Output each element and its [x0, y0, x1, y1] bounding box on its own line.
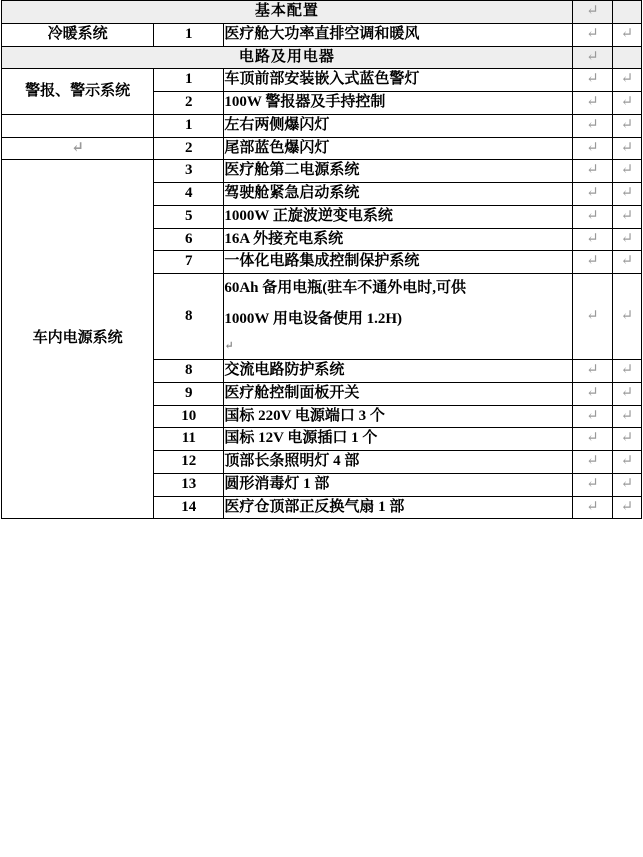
row-description: 医疗舱第二电源系统	[224, 160, 573, 183]
row-description: 尾部蓝色爆闪灯	[224, 137, 573, 160]
row-category: 车内电源系统	[2, 160, 154, 519]
row-trailing-mark: ↵	[612, 382, 641, 405]
row-mark: ↵	[572, 496, 612, 519]
row-trailing-mark: ↵	[612, 205, 641, 228]
row-number: 6	[154, 228, 224, 251]
row-mark: ↵	[572, 428, 612, 451]
row-mark: ↵	[572, 228, 612, 251]
section-header-mark: ↵	[572, 1, 612, 24]
row-number: 9	[154, 382, 224, 405]
row-trailing-mark: ↵	[612, 160, 641, 183]
row-trailing-mark: ↵	[612, 451, 641, 474]
row-category: 警报、警示系统	[2, 69, 154, 115]
row-description: 顶部长条照明灯 4 部	[224, 451, 573, 474]
table-row	[2, 23, 642, 46]
row-trailing-mark: ↵	[612, 496, 641, 519]
section-header-spacer	[612, 1, 641, 24]
row-description: 医疗舱控制面板开关	[224, 382, 573, 405]
row-description-line3: ↵	[224, 340, 234, 353]
table-row	[2, 114, 642, 137]
row-number: 1	[154, 23, 224, 46]
row-number: 2	[154, 92, 224, 115]
row-mark: ↵	[572, 251, 612, 274]
row-number: 1	[154, 69, 224, 92]
row-number: 11	[154, 428, 224, 451]
row-trailing-mark: ↵	[612, 228, 641, 251]
row-number: 14	[154, 496, 224, 519]
row-description: 100W 警报器及手持控制	[224, 92, 573, 115]
row-mark: ↵	[572, 23, 612, 46]
row-mark: ↵	[572, 92, 612, 115]
row-mark: ↵	[572, 183, 612, 206]
row-trailing-mark: ↵	[612, 428, 641, 451]
table-row	[2, 137, 642, 160]
specification-table	[1, 0, 642, 519]
row-category-mark: ↵	[2, 137, 154, 160]
row-number: 1	[154, 114, 224, 137]
row-number: 3	[154, 160, 224, 183]
section-header-title: 基本配置	[2, 1, 573, 24]
row-mark: ↵	[572, 69, 612, 92]
row-description: 1000W 正旋波逆变电系统	[224, 205, 573, 228]
row-number: 13	[154, 473, 224, 496]
row-category: 冷暖系统	[2, 23, 154, 46]
table-section-header-row	[2, 46, 642, 69]
section-header-spacer	[612, 46, 641, 69]
row-description: 国标 220V 电源端口 3 个	[224, 405, 573, 428]
row-mark: ↵	[572, 451, 612, 474]
row-number: 12	[154, 451, 224, 474]
row-trailing-mark: ↵	[612, 360, 641, 383]
row-mark: ↵	[572, 360, 612, 383]
row-description: 医疗仓顶部正反换气扇 1 部	[224, 496, 573, 519]
section-header-title: 电路及用电器	[2, 46, 573, 69]
row-number: 5	[154, 205, 224, 228]
row-mark: ↵	[572, 382, 612, 405]
row-category-empty	[2, 114, 154, 137]
row-mark: ↵	[572, 114, 612, 137]
row-description: 交流电路防护系统	[224, 360, 573, 383]
table-section-header-row	[2, 1, 642, 24]
row-number: 7	[154, 251, 224, 274]
row-mark: ↵	[572, 274, 612, 360]
row-trailing-mark: ↵	[612, 274, 641, 360]
row-description: 圆形消毒灯 1 部	[224, 473, 573, 496]
row-mark: ↵	[572, 137, 612, 160]
row-trailing-mark: ↵	[612, 23, 641, 46]
row-description: 16A 外接充电系统	[224, 228, 573, 251]
row-trailing-mark: ↵	[612, 473, 641, 496]
row-description: 左右两侧爆闪灯	[224, 114, 573, 137]
row-description: 车顶前部安装嵌入式蓝色警灯	[224, 69, 573, 92]
table-row	[2, 160, 642, 183]
row-trailing-mark: ↵	[612, 137, 641, 160]
row-trailing-mark: ↵	[612, 69, 641, 92]
row-number: 2	[154, 137, 224, 160]
row-mark: ↵	[572, 405, 612, 428]
row-mark: ↵	[572, 160, 612, 183]
table-row	[2, 69, 642, 92]
row-mark: ↵	[572, 473, 612, 496]
row-trailing-mark: ↵	[612, 92, 641, 115]
row-trailing-mark: ↵	[612, 405, 641, 428]
row-description: 医疗舱大功率直排空调和暖风	[224, 23, 573, 46]
row-description: 驾驶舱紧急启动系统	[224, 183, 573, 206]
row-description-line2: 1000W 用电设备使用 1.2H)	[224, 310, 402, 327]
row-description	[224, 274, 573, 360]
row-number: 8	[154, 360, 224, 383]
row-description: 国标 12V 电源插口 1 个	[224, 428, 573, 451]
row-description-line1: 60Ah 备用电瓶(驻车不通外电时,可供	[224, 279, 467, 296]
row-number: 4	[154, 183, 224, 206]
row-trailing-mark: ↵	[612, 114, 641, 137]
row-number: 10	[154, 405, 224, 428]
row-number: 8	[154, 274, 224, 360]
row-description: 一体化电路集成控制保护系统	[224, 251, 573, 274]
section-header-mark: ↵	[572, 46, 612, 69]
row-trailing-mark: ↵	[612, 183, 641, 206]
row-mark: ↵	[572, 205, 612, 228]
row-trailing-mark: ↵	[612, 251, 641, 274]
